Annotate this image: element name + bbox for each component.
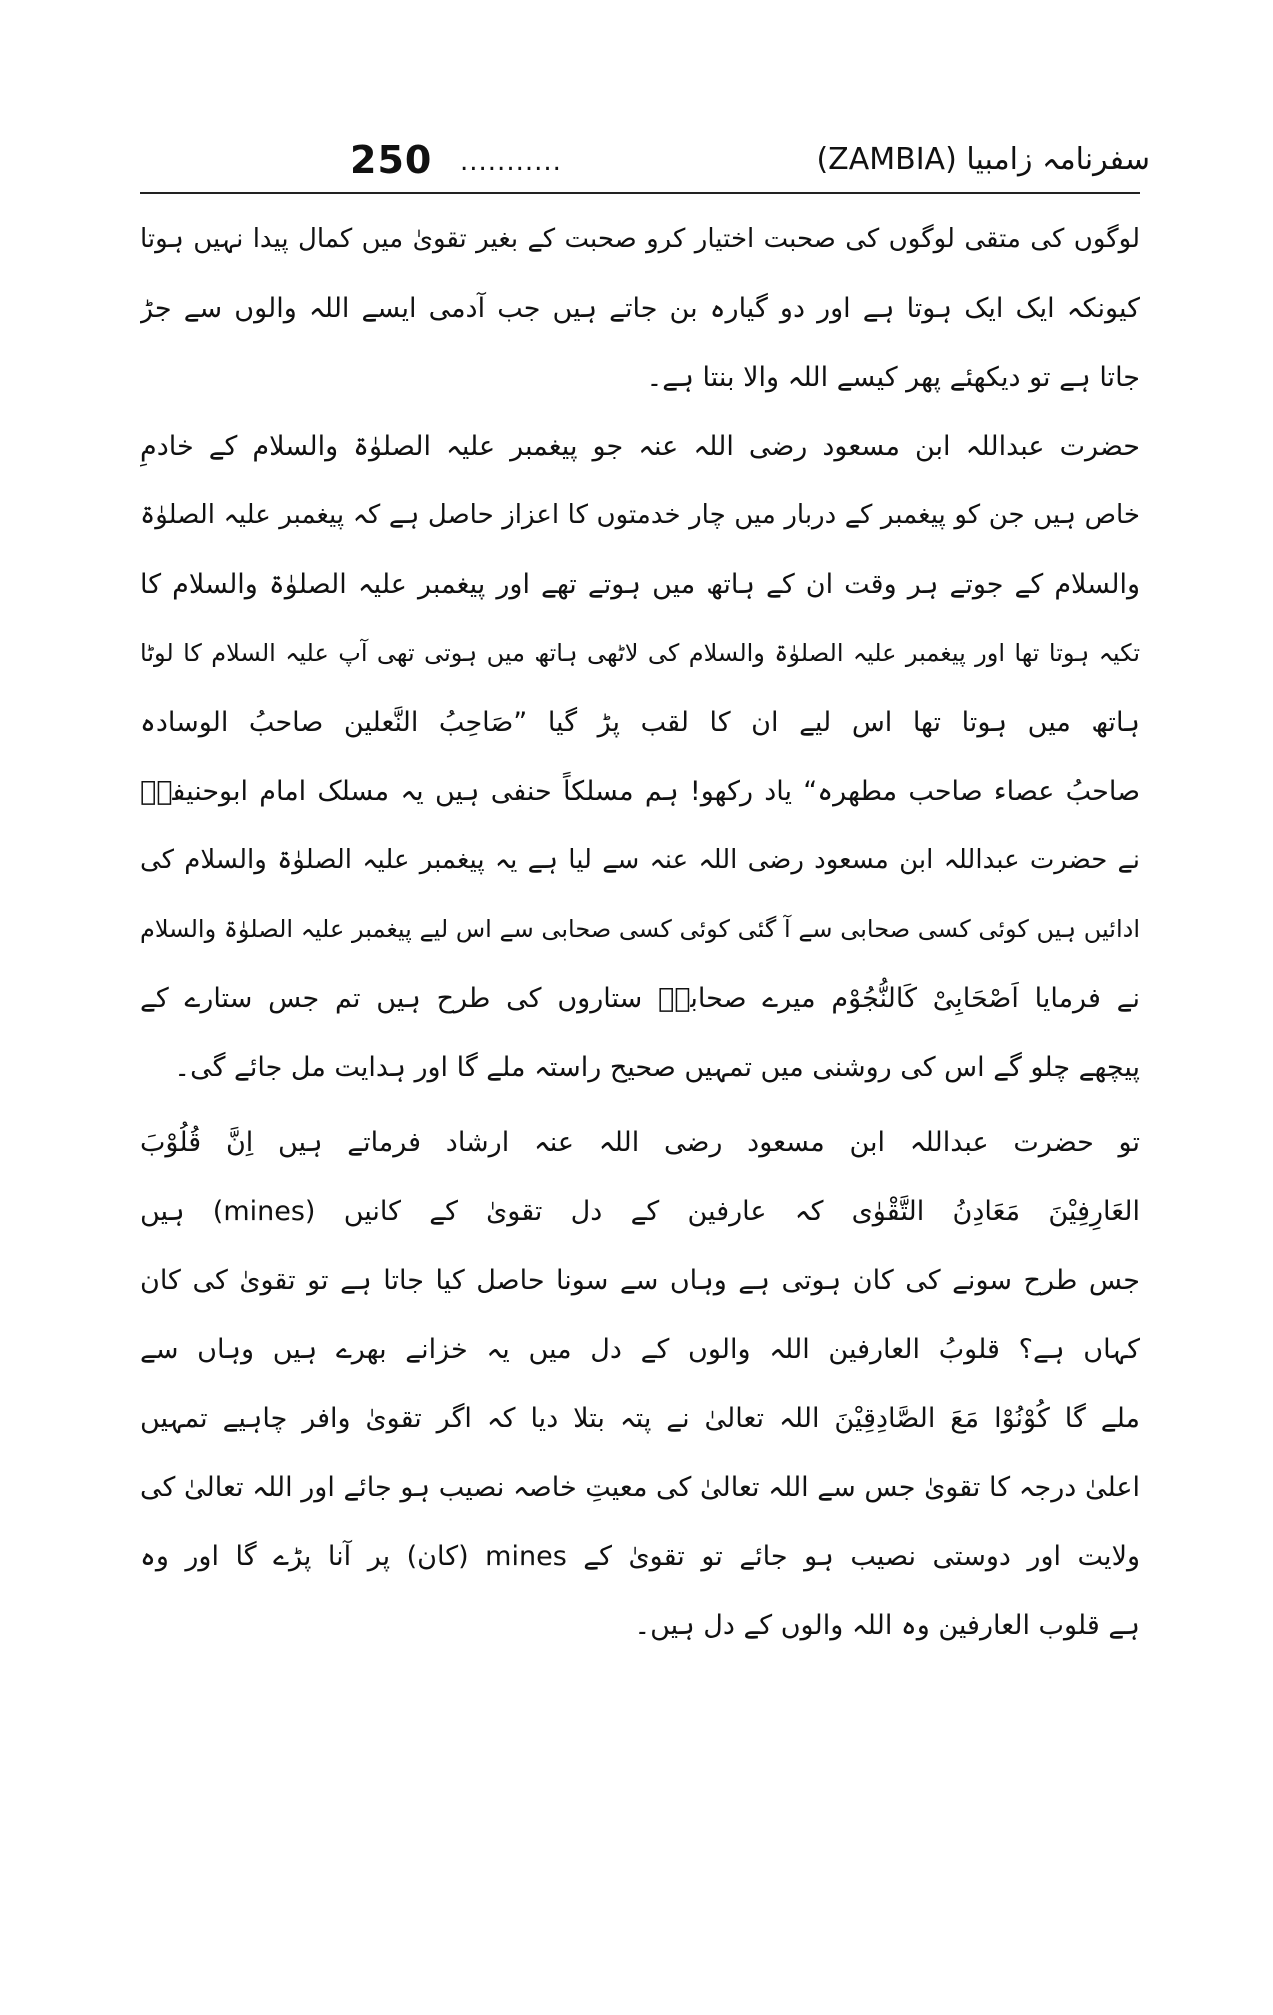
body-text (140, 205, 1140, 1660)
text-line: ہاتھ میں ہوتا تھا اس لیے ان کا لقب پڑ گیا ”صَاحِبُ النَّعلین صاحبُ الوسادہ (140, 707, 1140, 738)
header-rule (140, 192, 1140, 194)
text-line: کہاں ہے؟ قلوبُ العارفین اللہ والوں کے دل میں یہ خزانے بھرے ہیں وہاں سے (140, 1334, 1140, 1365)
text-line: اعلیٰ درجہ کا تقویٰ جس سے اللہ تعالیٰ کی معیتِ خاصہ نصیب ہو جائے اور اللہ تعالیٰ کی (140, 1472, 1140, 1503)
running-title: سفرنامہ زامبیا (ZAMBIA) (816, 142, 1150, 177)
text-line: والسلام کے جوتے ہر وقت ان کے ہاتھ میں ہوتے تھے اور پیغمبر علیہ الصلوٰۃ والسلام کا (140, 569, 1140, 600)
text-line: کیونکہ ایک ایک ہوتا ہے اور دو گیارہ بن جاتے ہیں جب آدمی ایسے اللہ والوں سے جڑ (140, 293, 1140, 324)
text-line: ملے گا کُوْنُوْا مَعَ الصَّادِقِیْنَ اللہ تعالیٰ نے پتہ بتلا دیا کہ اگر تقویٰ وافر چاہیے تمہیں (140, 1403, 1140, 1434)
text-line: لوگوں کی متقی لوگوں کی صحبت اختیار کرو صحبت کے بغیر تقویٰ میں کمال پیدا نہیں ہوتا (140, 224, 1140, 254)
text-line: تکیہ ہوتا تھا اور پیغمبر علیہ الصلوٰۃ والسلام کی لاٹھی ہاتھ میں ہوتی تھی آپ علیہ السلام کا لوٹا (140, 639, 1140, 667)
text-line: خاص ہیں جن کو پیغمبر کے دربار میں چار خدمتوں کا اعزاز حاصل ہے کہ پیغمبر علیہ الصلوٰۃ (140, 500, 1140, 530)
text-line: صاحبُ عصاء صاحب مطھرہ“ یاد رکھو! ہم مسلکاً حنفی ہیں یہ مسلک امام ابوحنیفہؒ (140, 776, 1140, 807)
text-line: ولایت اور دوستی نصیب ہو جائے تو تقویٰ کے mines (کان) پر آنا پڑے گا اور وہ (140, 1541, 1140, 1572)
header-leader-dots: ........... (460, 147, 562, 177)
text-line: نے فرمایا اَصْحَابِیْ کَالنُّجُوْم میرے صحابہؓ ستاروں کی طرح ہیں تم جس ستارے کے (140, 983, 1140, 1014)
page-number: 250 (350, 138, 433, 182)
text-line: نے حضرت عبداللہ ابن مسعود رضی اللہ عنہ سے لیا ہے یہ پیغمبر علیہ الصلوٰۃ والسلام کی (140, 845, 1140, 875)
text-line: جاتا ہے تو دیکھئے پھر کیسے اللہ والا بنتا ہے۔ (646, 362, 1140, 393)
page-header (170, 130, 1150, 190)
text-line: جس طرح سونے کی کان ہوتی ہے وہاں سے سونا حاصل کیا جاتا ہے تو تقویٰ کی کان (140, 1265, 1140, 1296)
text-line: ہے قلوب العارفین وہ اللہ والوں کے دل ہیں۔ (634, 1610, 1140, 1641)
text-line: حضرت عبداللہ ابن مسعود رضی اللہ عنہ جو پیغمبر علیہ الصلوٰۃ والسلام کے خادمِ (140, 431, 1140, 462)
text-line: تو حضرت عبداللہ ابن مسعود رضی اللہ عنہ ارشاد فرماتے ہیں اِنَّ قُلُوْبَ (140, 1127, 1140, 1158)
text-line: العَارِفِیْنَ مَعَادِنُ التَّقْوٰی کہ عارفین کے دل تقویٰ کے کانیں (mines) ہیں (140, 1196, 1140, 1227)
text-line: پیچھے چلو گے اس کی روشنی میں تمہیں صحیح راستہ ملے گا اور ہدایت مل جائے گی۔ (174, 1052, 1140, 1083)
text-line: ادائیں ہیں کوئی کسی صحابی سے آ گئی کوئی کسی صحابی سے اس لیے پیغمبر علیہ الصلوٰۃ والسلام (140, 915, 1140, 943)
